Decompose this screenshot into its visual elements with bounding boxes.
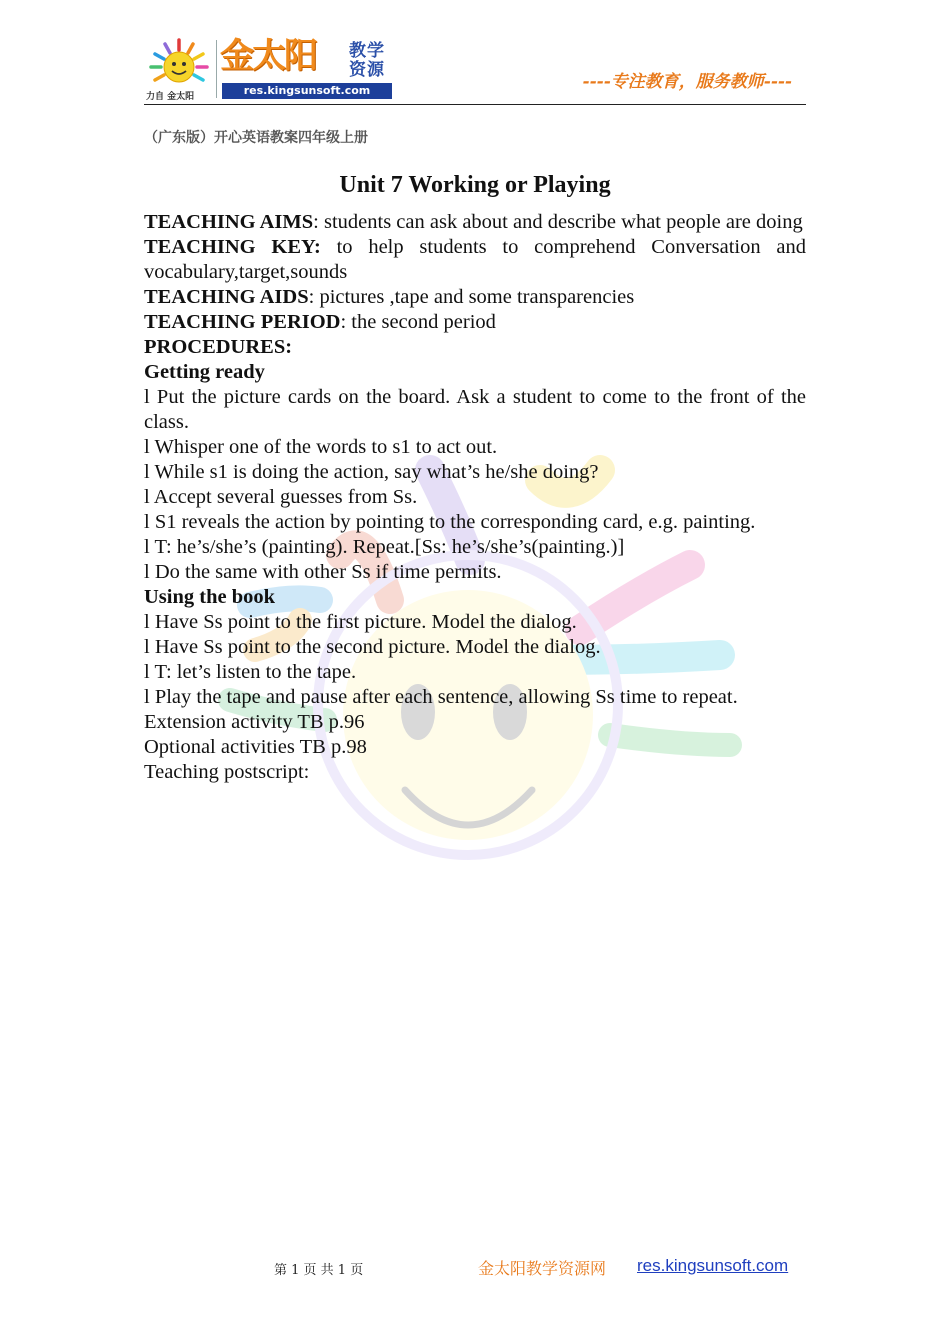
brand-name: 金太阳 [220, 36, 316, 76]
footer-site-link[interactable]: res.kingsunsoft.com [637, 1256, 789, 1275]
list-item: l Have Ss point to the second picture. Model the dialog. [144, 636, 601, 658]
brand-url: res.kingsunsoft.com [222, 83, 392, 99]
list-item: l Whisper one of the words to s1 to act out. [144, 436, 498, 458]
list-item: l T: let’s listen to the tape. [144, 661, 357, 683]
page-number: 第 1 页 共 1 页 [274, 1263, 364, 1278]
getting-ready-heading [144, 360, 806, 385]
teaching-key-label: TEACHING KEY: [144, 236, 321, 258]
teaching-aims [144, 210, 806, 235]
teaching-aims-text: : students can ask about and describe what people are doing [313, 211, 803, 233]
list-item: l T: he’s/she’s (painting). Repeat.[Ss: he’s/she’s(painting.)] [144, 536, 625, 558]
teaching-aids [144, 285, 806, 310]
using-book-heading [144, 585, 806, 610]
header-rule [144, 104, 806, 105]
brand-edu-line2: 资源 [349, 60, 385, 80]
getting-ready-heading-text: Getting ready [144, 361, 265, 383]
list-item: l Put the picture cards on the board. Ask a student to come to the front of the class. [144, 386, 806, 433]
teaching-key-text: to help students to comprehend Conversation and vocabulary,target,sounds [144, 236, 806, 283]
lesson-content [144, 210, 806, 785]
list-item: l Accept several guesses from Ss. [144, 486, 418, 508]
list-item: l Have Ss point to the first picture. Model the dialog. [144, 611, 577, 633]
using-book-heading-text: Using the book [144, 586, 276, 608]
procedures-heading-text: PROCEDURES: [144, 336, 293, 358]
document-title: Unit 7 Working or Playing [339, 172, 611, 198]
procedures-heading [144, 335, 806, 360]
list-item: l While s1 is doing the action, say what’s he/she doing? [144, 461, 599, 483]
list-item: l Play the tape and pause after each sentence, allowing Ss time to repeat. [144, 686, 738, 708]
brand-edu-label [349, 42, 397, 80]
teaching-period-label: TEACHING PERIOD [144, 311, 341, 333]
optional-activities: Optional activities TB p.98 [144, 736, 367, 758]
teaching-aims-label: TEACHING AIMS [144, 211, 314, 233]
teaching-postscript: Teaching postscript: [144, 761, 310, 783]
list-item: l S1 reveals the action by pointing to the corresponding card, e.g. painting. [144, 511, 756, 533]
teaching-aids-label: TEACHING AIDS [144, 286, 309, 308]
logo-caption: 力自 金太阳 [146, 92, 195, 102]
list-item: l Do the same with other Ss if time permits. [144, 561, 502, 583]
page-footer [0, 1254, 950, 1278]
teaching-period-text: : the second period [340, 311, 496, 333]
page-header [144, 36, 806, 104]
footer-site-name[interactable]: 金太阳教学资源网 [478, 1259, 607, 1278]
brand-edu-line1: 教学 [349, 41, 385, 61]
extension-activity: Extension activity TB p.96 [144, 711, 365, 733]
teaching-period [144, 310, 806, 335]
logo-divider [216, 40, 217, 98]
teaching-key [144, 235, 806, 285]
teaching-aids-text: : pictures ,tape and some transparencies [308, 286, 635, 308]
header-slogan: ----专注教育，服务教师---- [582, 72, 792, 92]
document-subtitle: （广东版）开心英语教案四年级上册 [144, 130, 368, 146]
